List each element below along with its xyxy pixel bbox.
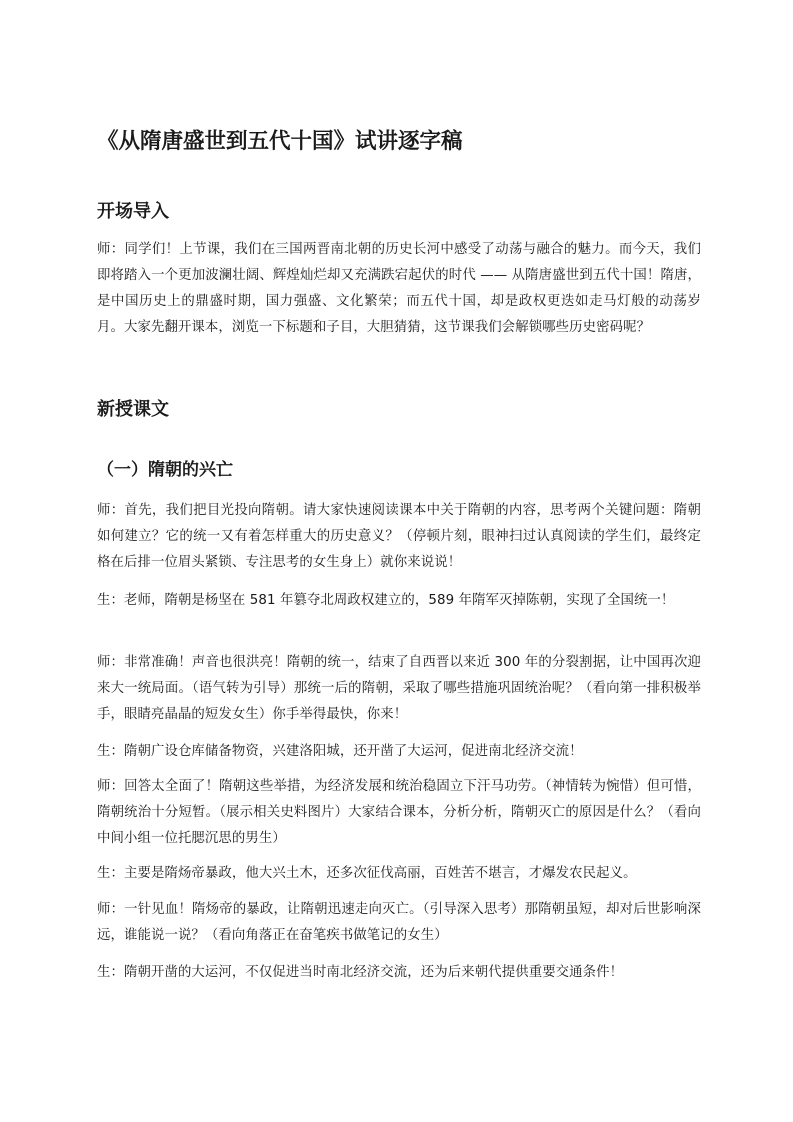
subsection-heading-sui: （一）隋朝的兴亡 <box>97 460 233 480</box>
student-paragraph: 生：主要是隋炀帝暴政，他大兴土木，还多次征伐高丽，百姓苦不堪言，才爆发农民起义。 <box>97 866 637 881</box>
student-paragraph: 生：隋朝广设仓库储备物资，兴建洛阳城，还开凿了大运河，促进南北经济交流！ <box>97 744 583 759</box>
teacher-paragraph: 师：回答太全面了！隋朝这些举措，为经济发展和统治稳固立下汗马功劳。（神情转为惋惜）但可惜，隋朝统治十分短暂。（展示相关史料图片）大家结合课本，分析分析，隋朝灭亡的原因是什么？（看向中间小组一位托腮沉思的男生） <box>97 779 701 846</box>
student-paragraph: 生：隋朝开凿的大运河，不仅促进当时南北经济交流，还为后来朝代提供重要交通条件！ <box>97 965 624 980</box>
teacher-paragraph: 师：一针见血！隋炀帝的暴政，让隋朝迅速走向灭亡。（引导深入思考）那隋朝虽短，却对后世影响深远，谁能说一说？（看向角落正在奋笔疾书做笔记的女生） <box>97 902 701 943</box>
section-heading-new-lesson: 新授课文 <box>97 399 169 420</box>
teacher-paragraph: 师：首先，我们把目光投向隋朝。请大家快速阅读课本中关于隋朝的内容，思考两个关键问题：隋朝如何建立？它的统一又有着怎样重大的历史意义？（停顿片刻，眼神扫过认真阅读的学生们，最终定格在后排一位眉头紧锁、专注思考的女生身上）就你来说说！ <box>97 503 701 570</box>
document-title: 《从隋唐盛世到五代十国》试讲逐字稿 <box>97 129 463 154</box>
student-paragraph: 生：老师，隋朝是杨坚在 581 年篡夺北周政权建立的，589 年隋军灭掉陈朝，实现了全国统一！ <box>97 593 675 608</box>
teacher-paragraph: 师：非常准确！声音也很洪亮！隋朝的统一，结束了自西晋以来近 300 年的分裂割据，让中国再次迎来大一统局面。（语气转为引导）那统一后的隋朝，采取了哪些措施巩固统治呢？（看向第一排积极举手，眼睛亮晶晶的短发女生）你手举得最快，你来！ <box>97 655 701 722</box>
intro-paragraph: 师：同学们！上节课，我们在三国两晋南北朝的历史长河中感受了动荡与融合的魅力。而今天，我们即将踏入一个更加波澜壮阔、辉煌灿烂却又充满跌宕起伏的时代 —— 从隋唐盛世到五代十国！隋唐，是中国历史上的鼎盛时期，国力强盛、文化繁荣；而五代十国，却是政权更迭如走马灯般的动荡岁月。大家先翻开课本，浏览一下标题和子目，大胆猜猜，这节课我们会解锁哪些历史密码呢？ <box>97 242 701 335</box>
section-heading-intro: 开场导入 <box>97 201 169 222</box>
